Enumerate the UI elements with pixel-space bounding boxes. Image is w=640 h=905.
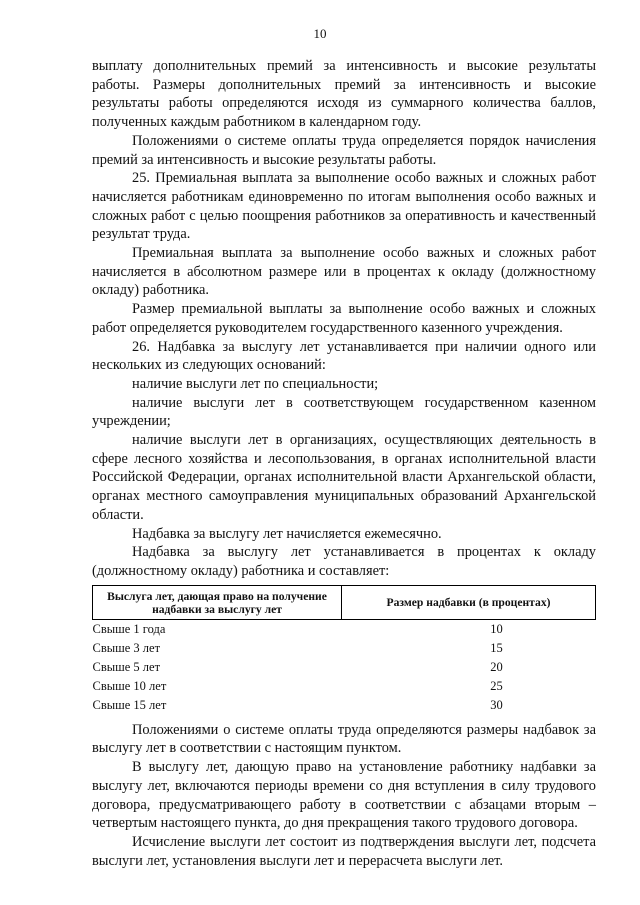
table-header-row [93,585,596,619]
paragraphs-top [92,57,596,581]
paragraph: наличие выслуги лет в соответствующем государственном казенном учреждении; [92,394,596,430]
paragraph: Премиальная выплата за выполнение особо важных и сложных работ начисляется в абсолютном размере или в процентах к окладу (должностному окладу) работника. [92,245,596,299]
table-row [93,619,596,639]
paragraph: Надбавка за выслугу лет устанавливается в процентах к окладу (должностному окладу) работника и составляет: [92,544,596,579]
paragraph: наличие выслуги лет в организациях, осуществляющих деятельность в сфере лесного хозяйства и лесопользования, в органах исполнительной власти Российской Федерации, органах исполнительной власти Архангельской области, органах местного самоуправления муниципальных образований Архангельской области. [92,432,596,523]
paragraph: выплату дополнительных премий за интенсивность и высокие результаты работы. Размеры дополнительных премий за интенсивность и высокие результаты работы определяются исходя из суммарного количества баллов, полученных каждым работником в календарном году. [92,58,596,131]
table-body [93,619,596,715]
paragraph: 26. Надбавка за выслугу лет устанавливается при наличии одного или нескольких из следующих оснований: [92,338,596,374]
seniority-cell: Свыше 5 лет [92,659,161,674]
paragraph: Положениями о системе оплаты труда определяются размеры надбавок за выслугу лет в соответствии с настоящим пунктом. [92,721,596,757]
bonus-percent-cell: 10 [490,621,503,636]
paragraph: Надбавка за выслугу лет начисляется ежемесячно. [132,525,442,542]
paragraph: В выслугу лет, дающую право на установление работнику надбавки за выслугу лет, включаются периоды времени со дня вступления в силу трудового договора, предусматривающего работу в соответствии с абзацами вторым – четвертым настоящего пункта, до дня прекращения такого трудового договора. [92,759,596,832]
table-row [93,677,596,696]
paragraph: Положениями о системе оплаты труда определяется порядок начисления премий за интенсивность и высокие результаты работы. [92,132,596,168]
page-number: 10 [313,26,327,41]
table-header-seniority: Выслуга лет, дающая право на получение надбавки за выслугу лет [93,585,342,619]
table-row [93,696,596,715]
seniority-cell: Свыше 10 лет [92,678,167,693]
seniority-cell: Свыше 15 лет [92,697,167,712]
paragraph: Размер премиальной выплаты за выполнение особо важных и сложных работ определяется руководителем государственного казенного учреждения. [92,301,596,336]
seniority-bonus-table [92,585,596,715]
paragraph: 25. Премиальная выплата за выполнение особо важных и сложных работ начисляется работникам единовременно по итогам выполнения особо важных и сложных работ с целью поощрения работников за оперативность и качественный результат труда. [92,170,596,243]
table-row [93,639,596,658]
seniority-cell: Свыше 1 года [92,621,166,636]
bonus-percent-cell: 15 [490,640,503,655]
bonus-percent-cell: 25 [490,678,503,693]
seniority-table-wrapper [92,585,596,715]
bonus-percent-cell: 30 [490,697,503,712]
paragraphs-bottom [92,721,596,871]
bonus-percent-cell: 20 [490,659,503,674]
seniority-cell: Свыше 3 лет [92,640,161,655]
paragraph: Исчисление выслуги лет состоит из подтверждения выслуги лет, подсчета выслуги лет, установления выслуги лет и перерасчета выслуги лет. [92,833,596,869]
document-body [92,57,596,870]
table-header-bonus: Размер надбавки (в процентах) [342,585,596,619]
paragraph: наличие выслуги лет по специальности; [132,375,379,392]
table-row [93,658,596,677]
